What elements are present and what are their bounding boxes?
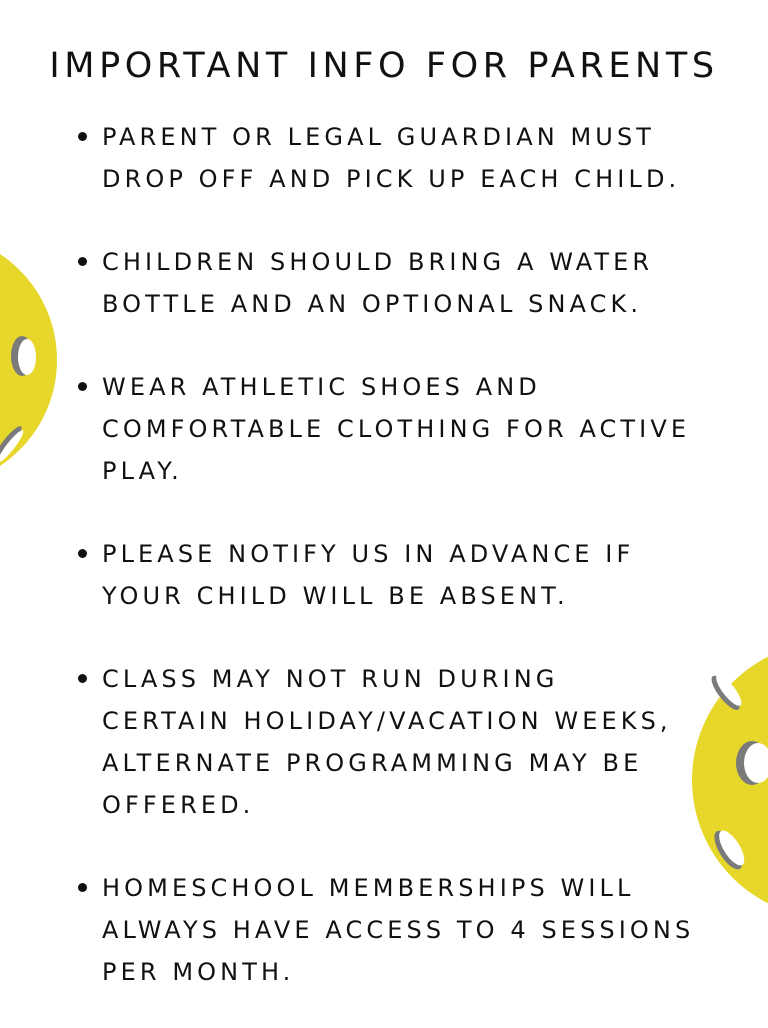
list-item-line: CHILDREN SHOULD BRING A WATER <box>102 248 654 276</box>
list-item <box>78 533 708 617</box>
bullet-icon <box>78 382 87 391</box>
list-item-line: ALTERNATE PROGRAMMING MAY BE <box>102 749 643 777</box>
list-item <box>78 867 708 993</box>
list-item-line: ALWAYS HAVE ACCESS TO 4 SESSIONS <box>102 916 695 944</box>
bullet-icon <box>78 674 87 683</box>
page-title: IMPORTANT INFO FOR PARENTS <box>49 46 719 86</box>
list-item-line: OFFERED. <box>102 791 255 819</box>
list-item-line: BOTTLE AND AN OPTIONAL SNACK. <box>102 290 643 318</box>
pickleball-icon <box>0 220 60 500</box>
list-item-line: PER MONTH. <box>102 958 295 986</box>
list-item <box>78 366 708 492</box>
list-item-line: PARENT OR LEGAL GUARDIAN MUST <box>102 123 656 151</box>
list-item-line: CERTAIN HOLIDAY/VACATION WEEKS, <box>102 707 672 735</box>
list-item-line: PLEASE NOTIFY US IN ADVANCE IF <box>102 540 635 568</box>
bullet-icon <box>78 132 87 141</box>
list-item-line: WEAR ATHLETIC SHOES AND <box>102 373 541 401</box>
list-item-line: PLAY. <box>102 457 183 485</box>
list-item-line: CLASS MAY NOT RUN DURING <box>102 665 559 693</box>
list-item-line: DROP OFF AND PICK UP EACH CHILD. <box>102 165 681 193</box>
list-item <box>78 658 708 826</box>
bullet-icon <box>78 883 87 892</box>
list-item <box>78 241 708 325</box>
list-item-line: YOUR CHILD WILL BE ABSENT. <box>102 582 569 610</box>
bullet-icon <box>78 549 87 558</box>
list-item-line: HOMESCHOOL MEMBERSHIPS WILL <box>102 874 635 902</box>
list-item-line: COMFORTABLE CLOTHING FOR ACTIVE <box>102 415 691 443</box>
list-item <box>78 116 708 200</box>
info-list <box>78 116 708 993</box>
bullet-icon <box>78 257 87 266</box>
